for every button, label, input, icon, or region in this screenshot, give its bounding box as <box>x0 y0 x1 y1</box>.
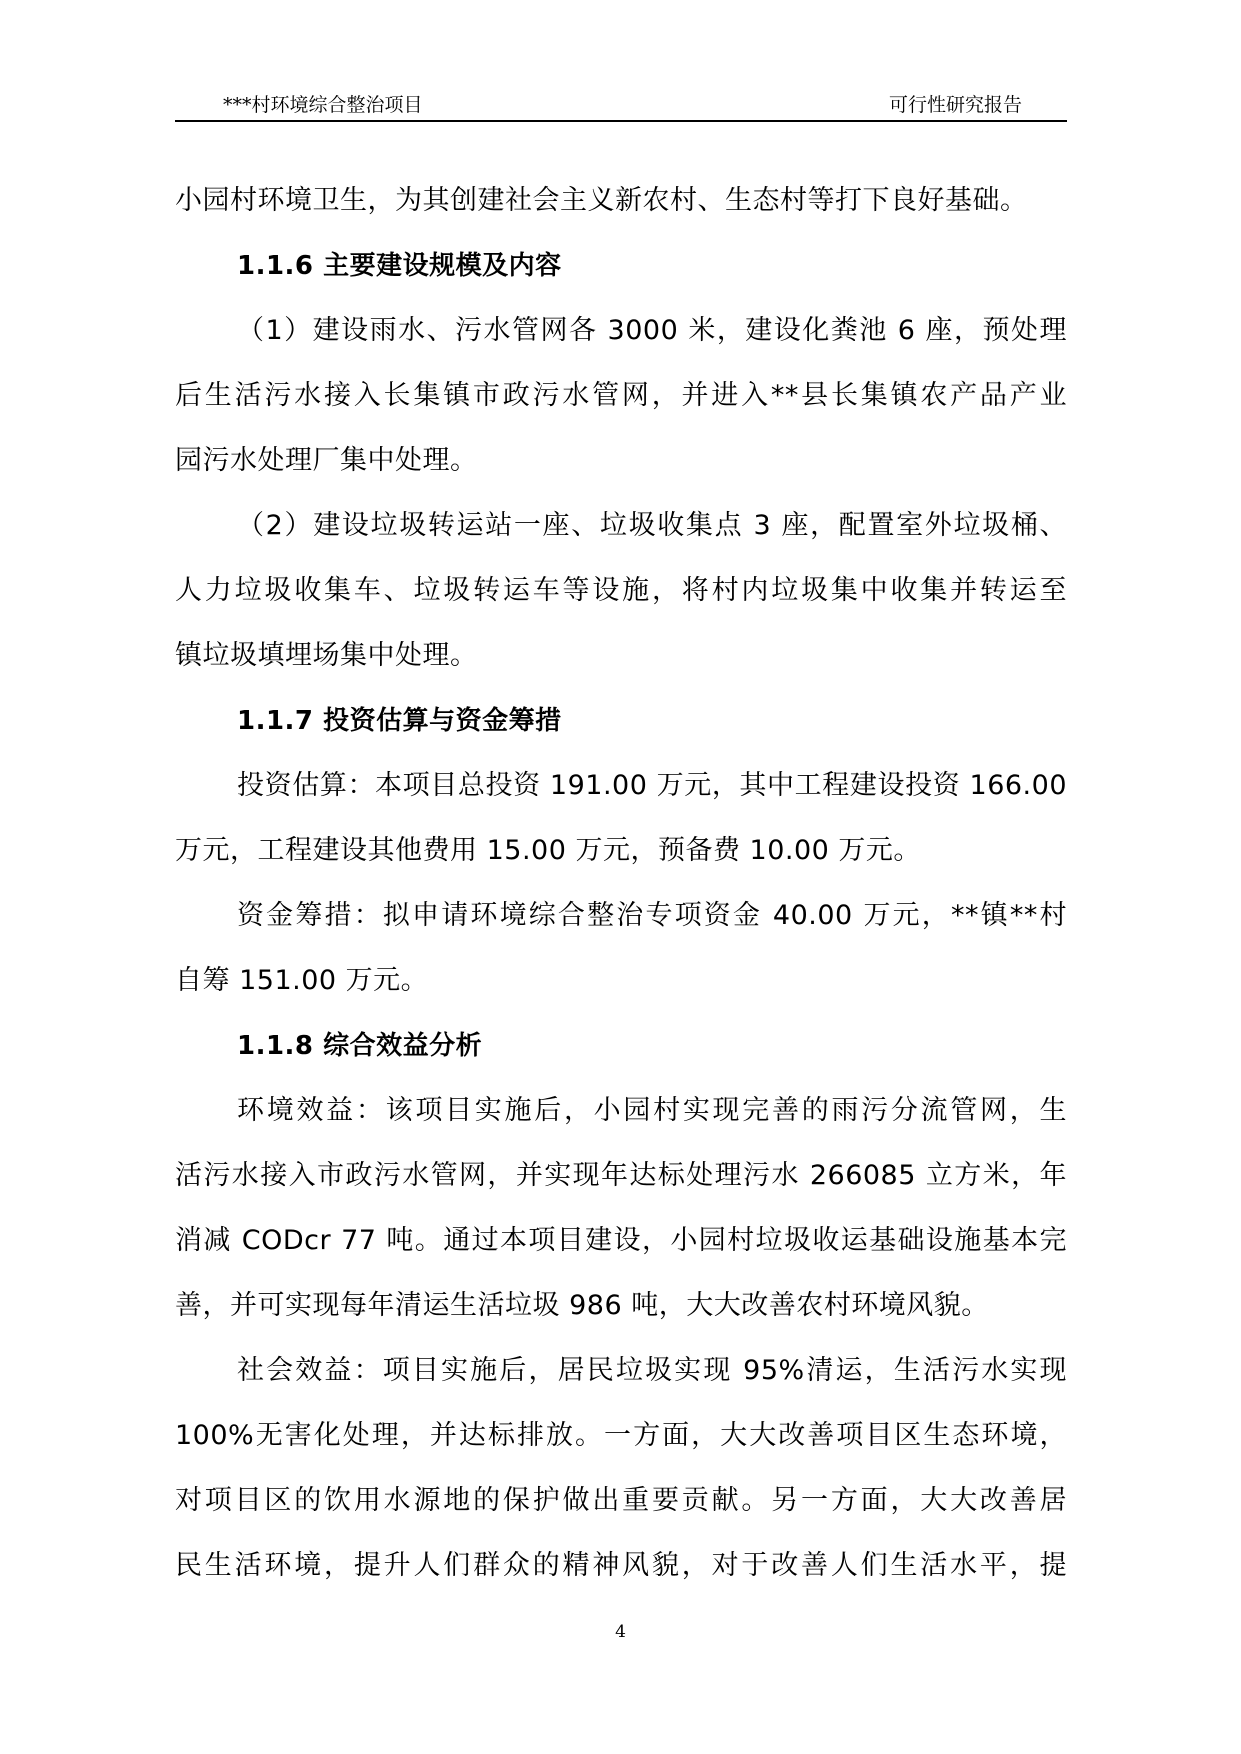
page-header <box>175 86 1067 122</box>
paragraph-line: 环境效益：该项目实施后，小园村实现完善的雨污分流管网，生 <box>237 1095 1067 1126</box>
paragraph-line: 小园村环境卫生，为其创建社会主义新农村、生态村等打下良好基础。 <box>175 185 1028 216</box>
paragraph-line: （2）建设垃圾转运站一座、垃圾收集点 3 座，配置室外垃圾桶、 <box>237 510 1067 541</box>
paragraph-line: 资金筹措：拟申请环境综合整治专项资金 40.00 万元，**镇**村 <box>237 900 1067 931</box>
section-heading-1-1-7: 1.1.7 投资估算与资金筹措 <box>237 706 562 736</box>
header-project-title: ***村环境综合整治项目 <box>223 94 423 116</box>
section-heading-1-1-8: 1.1.8 综合效益分析 <box>237 1031 483 1061</box>
paragraph-line: 镇垃圾填埋场集中处理。 <box>175 640 478 671</box>
page-body <box>175 176 1067 1606</box>
paragraph-line: 消减 CODcr 77 吨。通过本项目建设，小园村垃圾收运基础设施基本完 <box>175 1225 1067 1256</box>
section-heading-1-1-6: 1.1.6 主要建设规模及内容 <box>237 251 562 281</box>
paragraph-line: 善，并可实现每年清运生活垃圾 986 吨，大大改善农村环境风貌。 <box>175 1290 989 1321</box>
paragraph-line: 对项目区的饮用水源地的保护做出重要贡献。另一方面，大大改善居 <box>175 1485 1067 1516</box>
paragraph-line: 活污水接入市政污水管网，并实现年达标处理污水 266085 立方米，年 <box>175 1160 1067 1191</box>
paragraph-line: 人力垃圾收集车、垃圾转运车等设施，将村内垃圾集中收集并转运至 <box>175 575 1067 606</box>
header-report-type: 可行性研究报告 <box>888 94 1022 116</box>
page-number: 4 <box>615 1622 626 1642</box>
paragraph-line: 100%无害化处理，并达标排放。一方面，大大改善项目区生态环境， <box>175 1420 1067 1451</box>
paragraph-line: 投资估算：本项目总投资 191.00 万元，其中工程建设投资 166.00 <box>237 770 1067 801</box>
paragraph-line: 民生活环境，提升人们群众的精神风貌，对于改善人们生活水平，提 <box>175 1550 1067 1581</box>
paragraph-line: 后生活污水接入长集镇市政污水管网，并进入**县长集镇农产品产业 <box>175 380 1067 411</box>
paragraph-line: 自筹 151.00 万元。 <box>175 965 429 996</box>
paragraph-line: 万元，工程建设其他费用 15.00 万元，预备费 10.00 万元。 <box>175 835 921 866</box>
paragraph-line: 社会效益：项目实施后，居民垃圾实现 95%清运，生活污水实现 <box>237 1355 1067 1386</box>
paragraph-line: 园污水处理厂集中处理。 <box>175 445 478 476</box>
paragraph-line: （1）建设雨水、污水管网各 3000 米，建设化粪池 6 座，预处理 <box>237 315 1067 346</box>
